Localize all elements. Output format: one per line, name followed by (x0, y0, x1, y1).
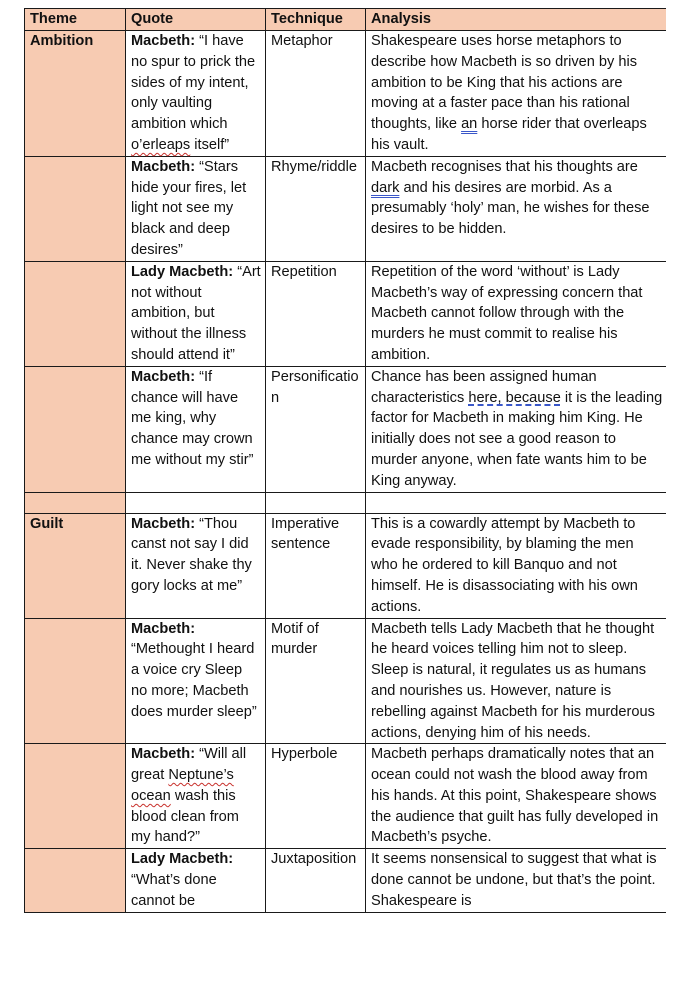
analysis-text-end: it is the leading factor for Macbeth in making him King. He initially does not see a good reason to murder anyone, when fate wants him to be King anyway. (371, 389, 663, 489)
speaker-name: Macbeth: (131, 746, 196, 763)
analysis-text: Chance has been assigned human characteristics (371, 368, 597, 406)
quote-text-end: itself” (190, 136, 230, 153)
spacer-cell (366, 492, 667, 513)
analysis-text-end: horse rider that overleaps his vault. (371, 116, 647, 153)
quote-cell (126, 366, 266, 492)
theme-cell (25, 744, 126, 849)
technique-cell: Rhyme/riddle (266, 156, 366, 261)
analysis-cell: Macbeth tells Lady Macbeth that he thought he heard voices telling him not to sleep. Sleep is natural, it regulates us as humans and nourishes us. However, nature is rebelling against Macbeth for his murderous actions, denying him of his needs. (366, 618, 667, 744)
theme-cell (25, 156, 126, 261)
technique-cell: Hyperbole (266, 744, 366, 849)
theme-cell (25, 366, 126, 492)
table-row (25, 156, 667, 261)
technique-cell: Juxtaposition (266, 849, 366, 912)
technique-cell: Repetition (266, 261, 366, 366)
theme-cell (25, 849, 126, 912)
quote-text: “Will all great (131, 746, 247, 784)
quote-text: “Methought I heard a voice cry Sleep no more; Macbeth does murder sleep” (131, 641, 257, 720)
analysis-cell (366, 31, 667, 157)
quote-cell (126, 513, 266, 618)
grammar-flagged-word: an (461, 116, 478, 133)
speaker-name: Macbeth: (131, 158, 196, 175)
header-analysis: Analysis (366, 9, 667, 31)
theme-cell: Guilt (25, 513, 126, 618)
table-row (25, 261, 667, 366)
quote-cell (126, 31, 266, 157)
quote-text: “Thou canst not say I did it. Never shake thy gory locks at me” (131, 515, 252, 594)
technique-cell: Motif of murder (266, 618, 366, 744)
spacer-cell (25, 492, 126, 513)
table-row (25, 366, 667, 492)
speaker-name: Macbeth: (131, 33, 196, 49)
analysis-text: Macbeth recognises that his thoughts are (371, 158, 638, 175)
spelling-flagged-phrase: Neptune’s ocean (131, 767, 234, 804)
speaker-name: Macbeth: (131, 620, 196, 637)
speaker-name: Macbeth: (131, 515, 196, 532)
analysis-text-end: and his desires are morbid. As a presumably ‘holy’ man, he wishes for these desires to be hidden. (371, 179, 650, 238)
theme-cell (25, 261, 126, 366)
speaker-name: Lady Macbeth: (131, 851, 234, 868)
quote-text: “Art not without ambition, but without the illness should attend it” (131, 263, 261, 363)
spacer-cell (126, 492, 266, 513)
quote-cell (126, 618, 266, 744)
quote-cell (126, 744, 266, 849)
table-row (25, 618, 667, 744)
spacer-row (25, 492, 667, 513)
header-theme: Theme (25, 9, 126, 31)
table-row (25, 744, 667, 849)
analysis-cell: It seems nonsensical to suggest that what is done cannot be undone, but that’s the point. Shakespeare is (366, 849, 667, 912)
quote-text: “Stars hide your fires, let light not see my black and deep desires” (131, 158, 247, 258)
analysis-cell: Repetition of the word ‘without’ is Lady Macbeth’s way of expressing concern that Macbeth cannot follow through with the murders he must commit to realise his ambition. (366, 261, 667, 366)
analysis-cell (366, 366, 667, 492)
analysis-cell: Macbeth perhaps dramatically notes that an ocean could not wash the blood away from his hands. At this point, Shakespeare shows the audience that guilt has fully developed in Macbeth’s psyche. (366, 744, 667, 849)
quote-text: “What’s done cannot be (131, 872, 217, 909)
spelling-flagged-word: o’erleaps (131, 136, 191, 153)
macbeth-themes-table (24, 8, 666, 913)
table-row (25, 31, 667, 157)
theme-cell: Ambition (25, 31, 126, 157)
analysis-text: Shakespeare uses horse metaphors to describe how Macbeth is so driven by his ambition to be King that his actions are moving at a faster pace than his rational thoughts, like (371, 33, 638, 133)
analysis-cell: This is a cowardly attempt by Macbeth to evade responsibility, by blaming the men who he ordered to kill Banquo and not himself. He is disassociating with his own actions. (366, 513, 667, 618)
quote-text-end: wash this blood clean from my hand?” (131, 787, 239, 846)
quote-cell (126, 156, 266, 261)
grammar-flagged-word: dark (371, 179, 400, 196)
technique-cell: Metaphor (266, 31, 366, 157)
table-row (25, 513, 667, 618)
quote-cell (126, 849, 266, 912)
header-technique: Technique (266, 9, 366, 31)
table-row (25, 849, 667, 912)
quote-cell (126, 261, 266, 366)
technique-cell: Personification (266, 366, 366, 492)
document-page (24, 8, 666, 1004)
header-quote: Quote (126, 9, 266, 31)
speaker-name: Lady Macbeth: (131, 263, 234, 280)
header-row (25, 9, 667, 31)
spacer-cell (266, 492, 366, 513)
quote-text: “I have no spur to prick the sides of my intent, only vaulting ambition which (131, 33, 256, 133)
analysis-cell (366, 156, 667, 261)
grammar-flagged-phrase: here, because (468, 389, 561, 406)
technique-cell: Imperative sentence (266, 513, 366, 618)
theme-cell (25, 618, 126, 744)
speaker-name: Macbeth: (131, 368, 196, 385)
quote-text: “If chance will have me king, why chance may crown me without my stir” (131, 368, 254, 468)
